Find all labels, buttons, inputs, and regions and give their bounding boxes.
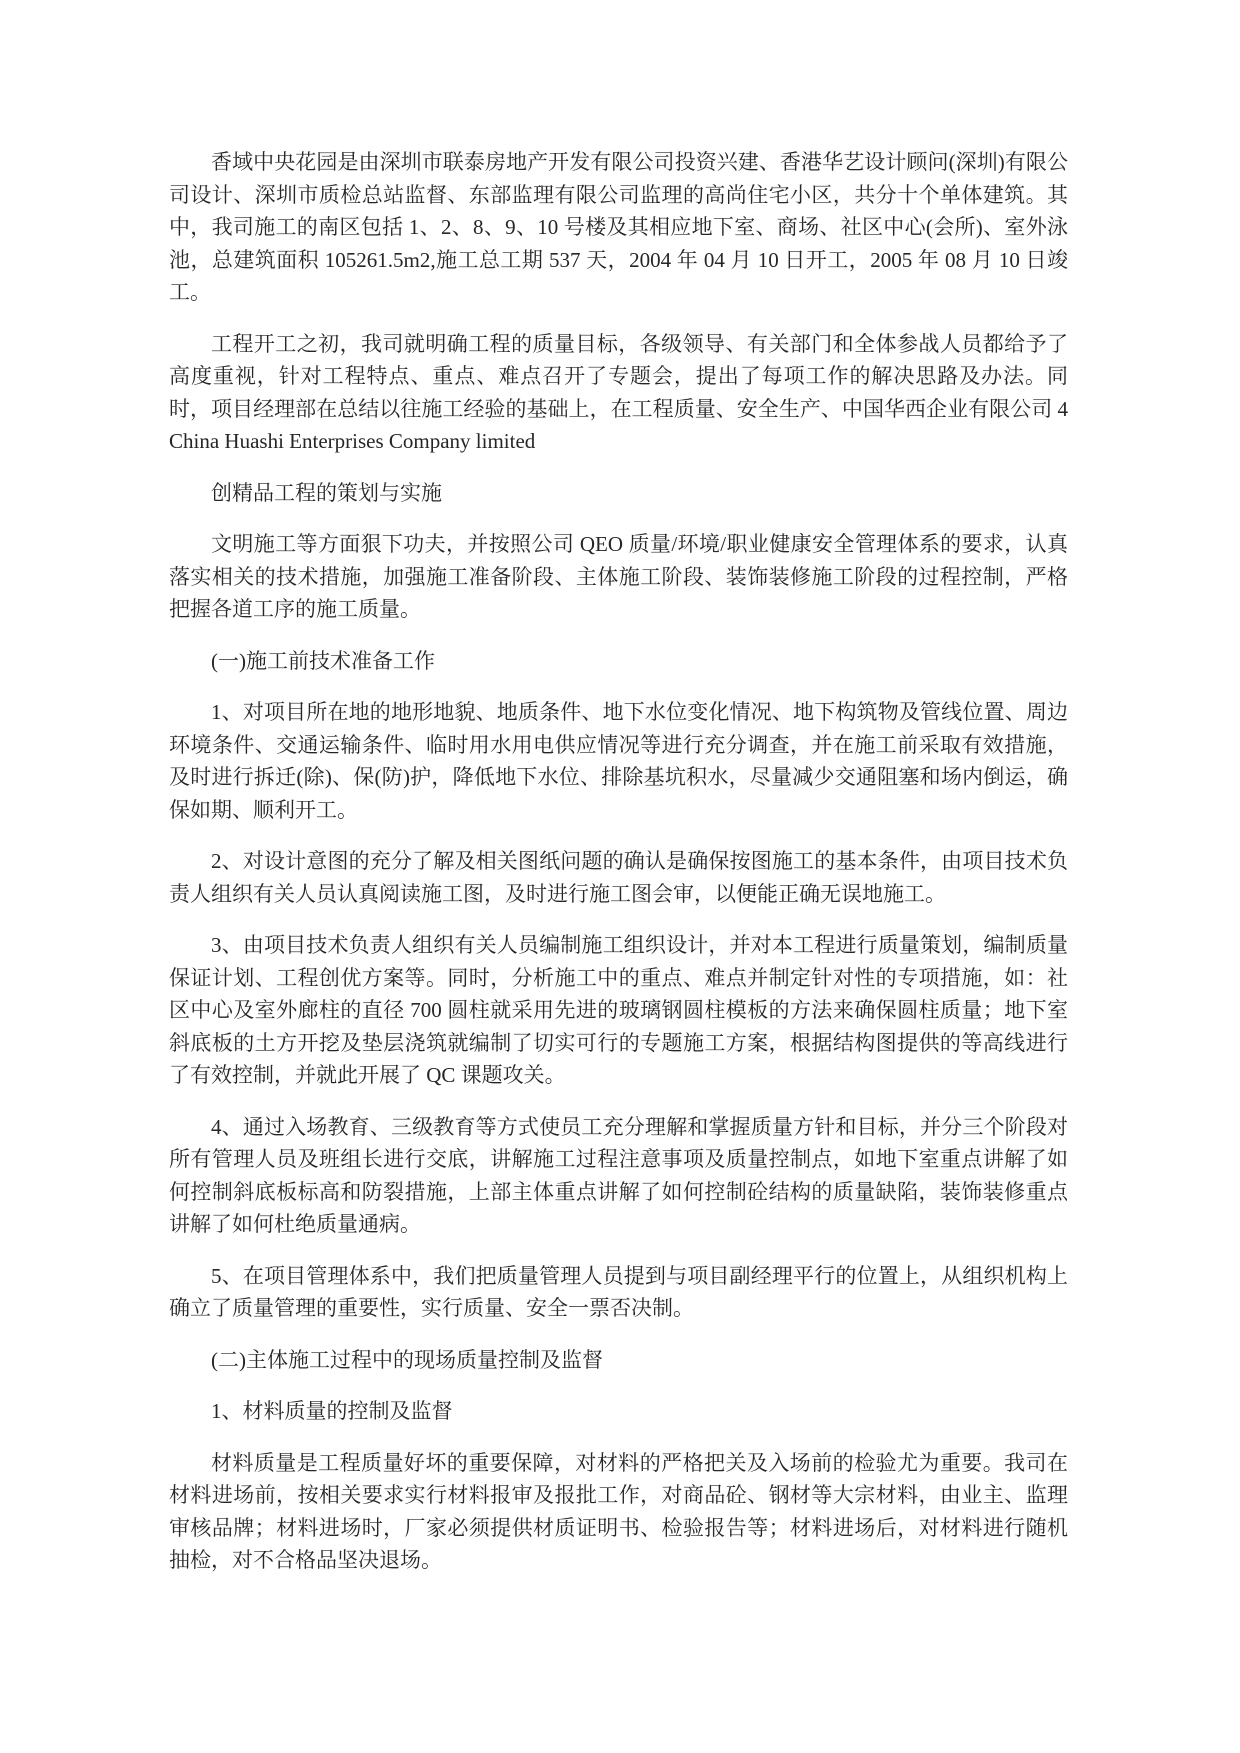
body-paragraph: 文明施工等方面狠下功夫，并按照公司 QEO 质量/环境/职业健康安全管理体系的要求，认真落实相关的技术措施，加强施工准备阶段、主体施工阶段、装饰装修施工阶段的过程控制，严格把握各道工序的施工质量。 — [169, 532, 1068, 621]
body-paragraph: 香域中央花园是由深圳市联泰房地产开发有限公司投资兴建、香港华艺设计顾问(深圳)有限公司设计、深圳市质检总站监督、东部监理有限公司监理的高尚住宅小区，共分十个单体建筑。其中，我司施工的南区包括 1、2、8、9、10 号楼及其相应地下室、商场、社区中心(会所)、室外泳池，总建筑面积 105261.5m2,施工总工期 537 天，2004 年 04 月 10 日开工，2005 年 08 月 10 日竣工。 — [169, 150, 1068, 304]
heading-line: (二)主体施工过程中的现场质量控制及监督 — [211, 1347, 603, 1372]
body-paragraph: 1、对项目所在地的地形地貌、地质条件、地下水位变化情况、地下构筑物及管线位置、周边环境条件、交通运输条件、临时用水用电供应情况等进行充分调查，并在施工前采取有效措施，及时进行拆迁(除)、保(防)护，降低地下水位、排除基坑积水，尽量减少交通阻塞和场内倒运，确保如期、顺利开工。 — [169, 700, 1068, 822]
body-paragraph: 3、由项目技术负责人组织有关人员编制施工组织设计，并对本工程进行质量策划，编制质量保证计划、工程创优方案等。同时，分析施工中的重点、难点并制定针对性的专项措施，如：社区中心及室外廊柱的直径 700 圆柱就采用先进的玻璃钢圆柱模板的方法来确保圆柱质量；地下室斜底板的土方开挖及垫层浇筑就编制了切实可行的专题施工方案，根据结构图提供的等高线进行了有效控制，并就此开展了 QC 课题攻关。 — [169, 933, 1068, 1087]
heading-line: 1、材料质量的控制及监督 — [211, 1399, 453, 1423]
body-paragraph: 工程开工之初，我司就明确工程的质量目标，各级领导、有关部门和全体参战人员都给予了高度重视，针对工程特点、重点、难点召开了专题会，提出了每项工作的解决思路及办法。同时，项目经理部在总结以往施工经验的基础上，在工程质量、安全生产、中国华西企业有限公司 4 China Huashi Enterprises Company limited — [169, 331, 1068, 453]
body-paragraph: 2、对设计意图的充分了解及相关图纸问题的确认是确保按图施工的基本条件，由项目技术负责人组织有关人员认真阅读施工图，及时进行施工图会审，以便能正确无误地施工。 — [169, 849, 1068, 906]
document-body — [169, 146, 1068, 1577]
body-paragraph: 5、在项目管理体系中，我们把质量管理人员提到与项目副经理平行的位置上，从组织机构上确立了质量管理的重要性，实行质量、安全一票否决制。 — [169, 1263, 1068, 1320]
body-paragraph: 材料质量是工程质量好坏的重要保障，对材料的严格把关及入场前的检验尤为重要。我司在材料进场前，按相关要求实行材料报审及报批工作，对商品砼、钢材等大宗材料，由业主、监理审核品牌；材料进场时，厂家必须提供材质证明书、检验报告等；材料进场后，对材料进行随机抽检，对不合格品坚决退场。 — [169, 1450, 1068, 1572]
heading-line: 创精品工程的策划与实施 — [211, 480, 442, 505]
body-paragraph: 4、通过入场教育、三级教育等方式使员工充分理解和掌握质量方针和目标，并分三个阶段对所有管理人员及班组长进行交底，讲解施工过程注意事项及质量控制点，如地下室重点讲解了如何控制斜底板标高和防裂措施，上部主体重点讲解了如何控制砼结构的质量缺陷，装饰装修重点讲解了如何杜绝质量通病。 — [169, 1114, 1068, 1236]
heading-line: (一)施工前技术准备工作 — [211, 648, 435, 673]
